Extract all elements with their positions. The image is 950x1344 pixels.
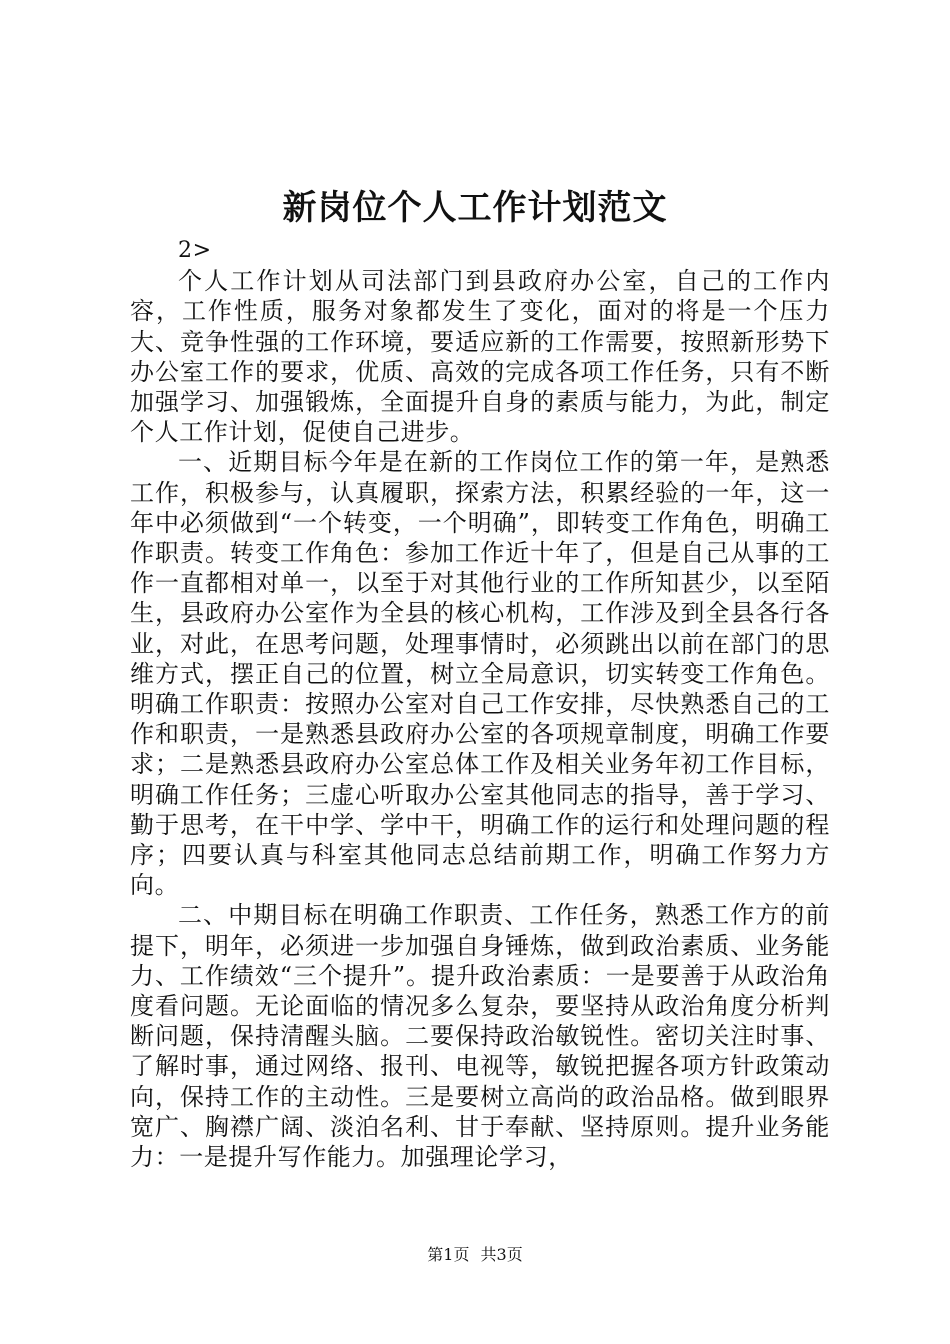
document-body xyxy=(130,236,830,1172)
page-footer xyxy=(0,1243,950,1267)
page-number: 第1页 xyxy=(427,1245,470,1264)
paragraph-intro: 个人工作计划从司法部门到县政府办公室，自己的工作内容，工作性质，服务对象都发生了变化，面对的将是一个压力大、竞争性强的工作环境，要适应新的工作需要，按照新形势下办公室工作的要求，优质、高效的完成各项工作任务，只有不断加强学习、加强锻炼，全面提升自身的素质与能力，为此，制定个人工作计划，促使自己进步。 xyxy=(130,267,830,447)
page-total: 共3页 xyxy=(480,1245,523,1264)
paragraph-short-term-goal: 一、近期目标今年是在新的工作岗位工作的第一年，是熟悉工作，积极参与，认真履职，探索方法，积累经验的一年，这一年中必须做到“一个转变，一个明确”，即转变工作角色，明确工作职责。转变工作角色：参加工作近十年了，但是自己从事的工作一直都相对单一，以至于对其他行业的工作所知甚少，以至陌生，县政府办公室作为全县的核心机构，工作涉及到全县各行各业，对此，在思考问题，处理事情时，必须跳出以前在部门的思维方式，摆正自己的位置，树立全局意识，切实转变工作角色。明确工作职责：按照办公室对自己工作安排，尽快熟悉自己的工作和职责，一是熟悉县政府办公室的各项规章制度，明确工作要求；二是熟悉县政府办公室总体工作及相关业务年初工作目标，明确工作任务；三虚心听取办公室其他同志的指导，善于学习、勤于思考，在干中学、学中干，明确工作的运行和处理问题的程序；四要认真与科室其他同志总结前期工作，明确工作努力方向。 xyxy=(130,448,830,900)
document-title: 新岗位个人工作计划范文 xyxy=(282,188,668,228)
section-marker: 2> xyxy=(178,238,212,263)
paragraph-mid-term-goal: 二、中期目标在明确工作职责、工作任务，熟悉工作方的前提下，明年，必须进一步加强自身锤炼，做到政治素质、业务能力、工作绩效“三个提升”。提升政治素质：一是要善于从政治角度看问题。无论面临的情况多么复杂，要坚持从政治角度分析判断问题，保持清醒头脑。二要保持政治敏锐性。密切关注时事、了解时事，通过网络、报刊、电视等，敏锐把握各项方针政策动向，保持工作的主动性。三是要树立高尚的政治品格。做到眼界宽广、胸襟广阔、淡泊名利、甘于奉献、坚持原则。提升业务能力：一是提升写作能力。加强理论学习， xyxy=(130,901,830,1172)
